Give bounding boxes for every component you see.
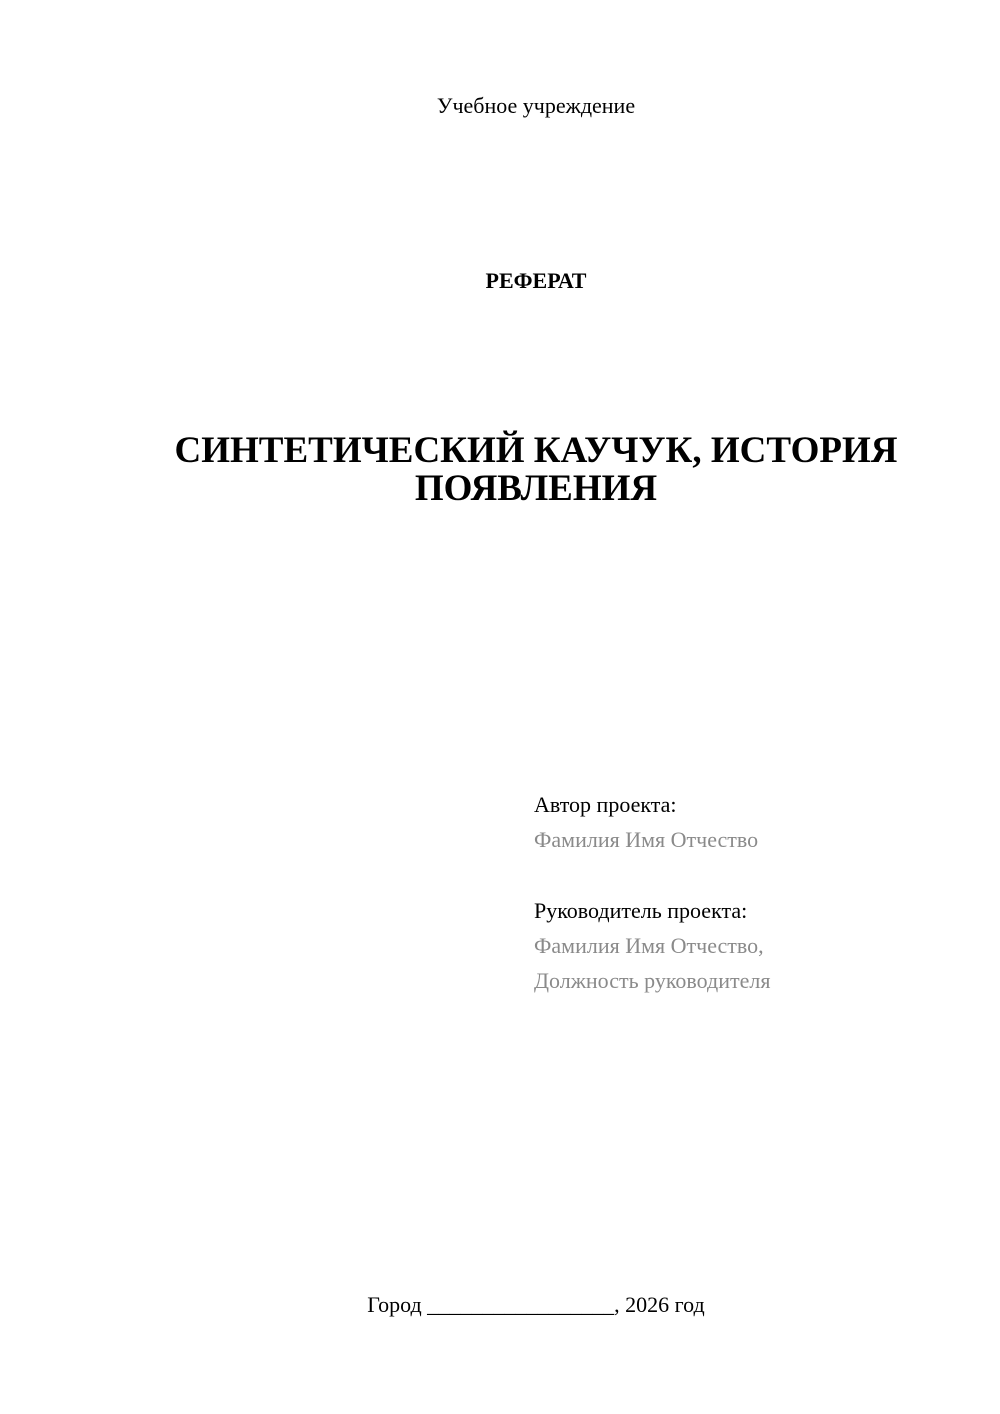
supervisor-label: Руководитель проекта: [534,898,748,923]
document-type: РЕФЕРАТ [485,268,587,293]
project-info [534,787,974,998]
city-year-line [0,1290,1000,1320]
year-text: , 2026 год [614,1292,705,1317]
city-label: Город [367,1292,422,1317]
spacer [534,857,974,893]
author-label: Автор проекта: [534,792,677,817]
supervisor-position: Должность руководителя [534,968,771,993]
institution-name: Учебное учреждение [436,93,636,118]
author-name: Фамилия Имя Отчество [534,827,759,852]
document-topic: СИНТЕТИЧЕСКИЙ КАУЧУК, ИСТОРИЯ ПОЯВЛЕНИЯ [174,430,898,509]
city-blank: _________________ [427,1292,615,1317]
supervisor-name: Фамилия Имя Отчество, [534,933,764,958]
